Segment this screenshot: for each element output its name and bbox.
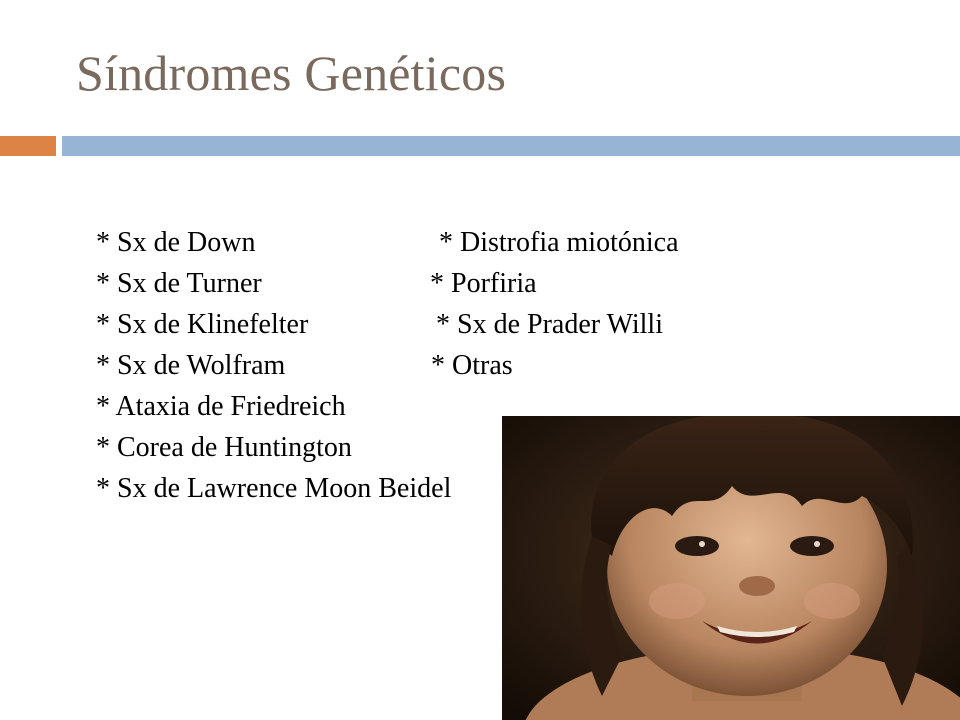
list-item: * Porfiria <box>430 268 537 299</box>
title-accent-bar-orange <box>0 136 56 156</box>
list-item: * Sx de Turner <box>96 268 262 299</box>
list-item: * Sx de Lawrence Moon Beidel <box>96 473 452 504</box>
slide-title: Síndromes Genéticos <box>76 45 507 101</box>
list-item: * Sx de Prader Willi <box>436 309 663 340</box>
list-item: * Ataxia de Friedreich <box>96 391 346 422</box>
list-item: * Corea de Huntington <box>96 432 352 463</box>
list-item: * Otras <box>431 350 513 381</box>
list-item: * Sx de Klinefelter <box>96 309 309 340</box>
child-photo <box>502 416 960 720</box>
list-item: * Distrofia miotónica <box>439 227 679 258</box>
title-accent-bar-blue <box>62 136 960 156</box>
list-item: * Sx de Down <box>96 227 256 258</box>
list-item: * Sx de Wolfram <box>96 350 286 381</box>
